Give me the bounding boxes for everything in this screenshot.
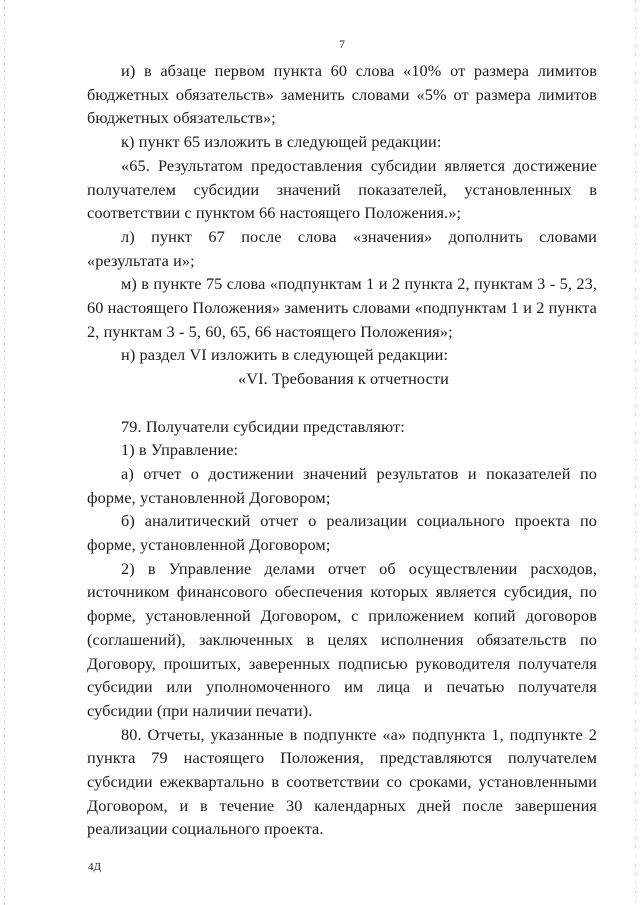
paragraph-subpoint-b: б) аналитический отчет о реализации социального проекта по форме, установленной Договором; <box>87 511 597 555</box>
paragraph-subpoint-a: а) отчет о достижении значений результатов и показателей по форме, установленной Договором; <box>87 463 597 507</box>
document-body <box>87 59 597 841</box>
scan-edge-left <box>4 0 5 905</box>
paragraph-subpoint-2: 2) в Управление делами отчет об осуществлении расходов, источником финансового обеспечения которых является субсидия, по форме, установленной Договором, с приложением копий договоров (соглашений), заключенных в целях исполнения обязательств по Договору, прошитых, заверенных подписью руководителя получателя субсидии или уполномоченного им лица и печатью получателя субсидии (при наличии печати). <box>87 558 597 720</box>
paragraph-item-n: н) раздел VI изложить в следующей редакции: <box>121 345 449 365</box>
scan-edge-right <box>635 0 636 905</box>
paragraph-point-79: 79. Получатели субсидии представляют: <box>121 416 405 436</box>
section-spacer <box>87 391 597 415</box>
paragraph-item-m: м) в пункте 75 слова «подпунктам 1 и 2 пункта 2, пунктам 3 - 5, 23, 60 настоящего Положения» заменить словами «подпунктам 1 и 2 пункта 2, пунктам 3 - 5, 60, 65, 66 настоящего Положения»; <box>87 274 598 341</box>
paragraph-point-65: «65. Результатом предоставления субсидии является достижение получателем субсидии значений показателей, установленных в соответствии с пунктом 66 настоящего Положения.»; <box>87 155 597 223</box>
footer-code: 4Д <box>88 861 102 873</box>
paragraph-point-80: 80. Отчеты, указанные в подпункте «а» подпункта 1, подпункте 2 пункта 79 настоящего Положения, представляются получателем субсидии ежеквартально в соответствии со сроками, установленными Договором, и в течение 30 календарных дней после завершения реализации социального проекта. <box>87 724 597 839</box>
paragraph-item-i: и) в абзаце первом пункта 60 слова «10% от размера лимитов бюджетных обязательств» заменить словами «5% от размера лимитов бюджетных обязательств»; <box>87 61 597 128</box>
paragraph-subpoint-1: 1) в Управление: <box>121 440 239 460</box>
paragraph-item-k: к) пункт 65 изложить в следующей редакции: <box>121 132 442 152</box>
paragraph-item-l: л) пункт 67 после слова «значения» дополнить словами «результата и»; <box>87 226 597 270</box>
section-heading: «VI. Требования к отчетности <box>238 369 449 389</box>
page-number: 7 <box>339 37 345 51</box>
